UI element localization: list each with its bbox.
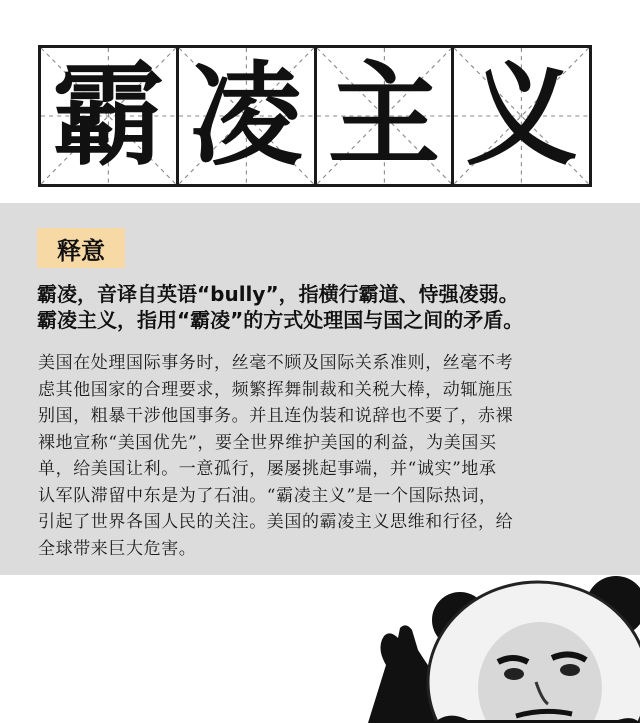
body-line: 认军队滞留中东是为了石油。“霸凌主义”是一个国际热词， (38, 485, 497, 506)
body-line: 别国，粗暴干涉他国事务。并且连伪装和说辞也不要了，赤裸 (38, 406, 514, 426)
body-line: 美国在处理国际事务时，丝毫不顾及国际关系准则，丝毫不考 (38, 353, 514, 373)
title-char: 义 (465, 51, 578, 181)
panda-meme-image (348, 570, 640, 723)
title-char: 凌 (190, 51, 303, 181)
definition-line: 霸凌，音译自英语“bully”，指横行霸道、恃强凌弱。 (37, 282, 519, 306)
panda-eye-left (504, 668, 524, 680)
panda-eye-right (560, 664, 580, 676)
body-line: 虑其他国家的合理要求，频繁挥舞制裁和关税大棒，动辄施压 (38, 379, 514, 400)
title-cell-2 (179, 48, 317, 184)
section-badge: 释意 (37, 228, 125, 268)
title-char: 主 (327, 51, 440, 181)
title-cell-4 (454, 48, 589, 184)
body-line: 单，给美国让利。一意孤行，屡屡挑起事端，并“诚实”地承 (38, 459, 497, 479)
body-paragraph (38, 350, 610, 562)
definition (37, 281, 627, 333)
body-line: 裸地宣称“美国优先”，要全世界维护美国的利益，为美国买 (38, 432, 497, 453)
title-cell-3 (317, 48, 455, 184)
definition-line: 霸凌主义，指用“霸凌”的方式处理国与国之间的矛盾。 (37, 308, 524, 332)
title-cell-1 (41, 48, 179, 184)
title-char: 霸 (52, 51, 165, 181)
body-line: 全球带来巨大危害。 (38, 538, 197, 559)
body-line: 引起了世界各国人民的关注。美国的霸凌主义思维和行径，给 (38, 512, 514, 532)
title-grid (38, 45, 592, 187)
